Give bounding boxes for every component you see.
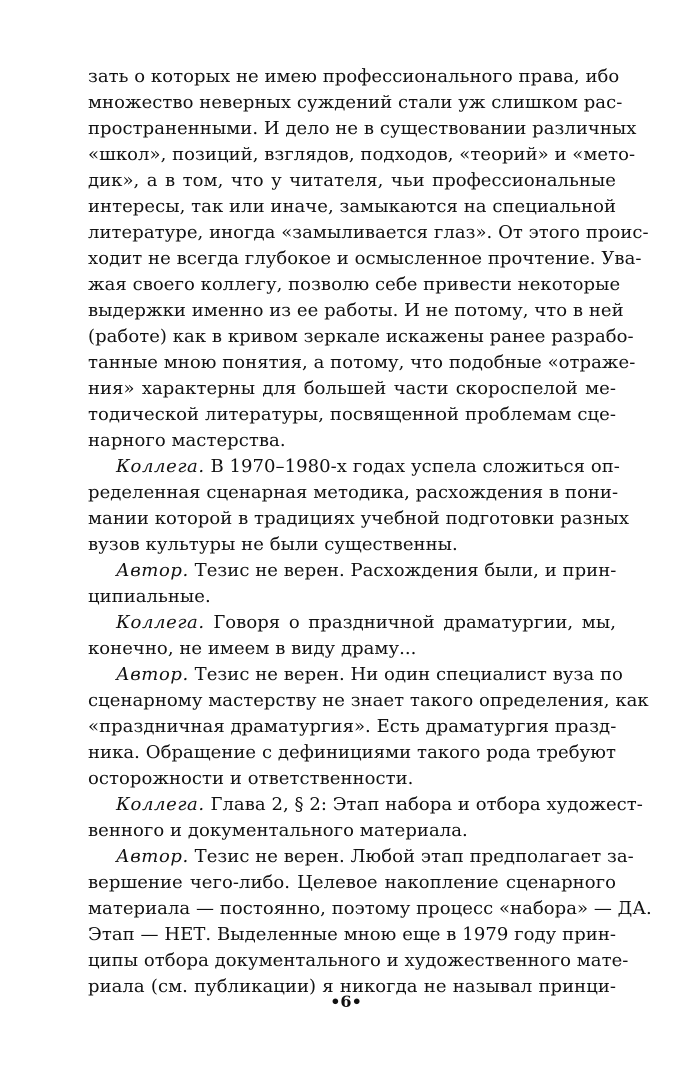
dialogue-text: Тезис не верен. Ни один специалист вуза по (194, 664, 623, 685)
text-line: ципиальные. (88, 586, 211, 607)
speaker-label: Коллега. (116, 612, 205, 633)
text-line: жая своего коллегу, позволю себе привести некоторые (88, 274, 621, 295)
text-line: вузов культуры не были существенны. (88, 534, 458, 555)
dialogue-text: Тезис не верен. Расхождения были, и прин- (194, 560, 617, 581)
dialogue-line (88, 792, 643, 818)
text-line: ния» характерны для большей части скороспелой ме- (88, 378, 616, 399)
text-line: нарного мастерства. (88, 430, 286, 451)
text-line: конечно, не имеем в виду драму... (88, 638, 417, 659)
text-line: множество неверных суждений стали уж слишком рас- (88, 92, 623, 113)
text-line: риала (см. публикации) я никогда не называл принци- (88, 976, 616, 997)
speaker-label: Автор. (116, 846, 189, 867)
dialogue-line (88, 558, 616, 584)
text-line: пространенными. И дело не в существовании различных (88, 118, 637, 139)
book-page (88, 64, 652, 1064)
text-line: выдержки именно из ее работы. И не потому, что в ней (88, 300, 624, 321)
speaker-label: Автор. (116, 664, 189, 685)
text-line: мании которой в традициях учебной подготовки разных (88, 508, 630, 529)
text-line: венного и документального материала. (88, 820, 468, 841)
text-line: тодической литературы, посвященной проблемам сце- (88, 404, 616, 425)
text-line: ципы отбора документального и художественного мате- (88, 950, 629, 971)
text-line: ходит не всегда глубокое и осмысленное прочтение. Ува- (88, 248, 642, 269)
dialogue-text: Глава 2, § 2: Этап набора и отбора художест- (210, 794, 643, 815)
text-line: «праздничная драматургия». Есть драматургия празд- (88, 716, 617, 737)
page-number: •6• (330, 992, 362, 1011)
dialogue-text: В 1970–1980-х годах успела сложиться оп- (210, 456, 620, 477)
speaker-label: Коллега. (116, 456, 205, 477)
text-line: (работе) как в кривом зеркале искажены ранее разрабо- (88, 326, 634, 347)
text-line: ника. Обращение с дефинициями такого рода требуют (88, 742, 616, 763)
text-line: дик», а в том, что у читателя, чьи профессиональные (88, 170, 616, 191)
dialogue-line (88, 662, 623, 688)
text-line: осторожности и ответственности. (88, 768, 414, 789)
speaker-label: Автор. (116, 560, 189, 581)
speaker-label: Коллега. (116, 794, 205, 815)
dialogue-text: Говоря о праздничной драматургии, мы, (213, 612, 617, 633)
dialogue-line (88, 844, 634, 870)
text-line: Этап — НЕТ. Выделенные мною еще в 1979 году прин- (88, 924, 616, 945)
dialogue-line (88, 454, 620, 480)
text-line: танные мною понятия, а потому, что подобные «отраже- (88, 352, 636, 373)
text-line: сценарному мастерству не знает такого определения, как (88, 690, 649, 711)
text-line: «школ», позиций, взглядов, подходов, «теорий» и «мето- (88, 144, 636, 165)
text-line: литературе, иногда «замыливается глаз». От этого проис- (88, 222, 649, 243)
dialogue-line (88, 610, 616, 636)
dialogue-text: Тезис не верен. Любой этап предполагает за- (194, 846, 634, 867)
text-line: интересы, так или иначе, замыкаются на специальной (88, 196, 616, 217)
text-line: материала — постоянно, поэтому процесс «набора» — ДА. (88, 898, 652, 919)
text-line: зать о которых не имею профессионального права, ибо (88, 66, 620, 87)
text-line: ределенная сценарная методика, расхождения в пони- (88, 482, 619, 503)
text-line: вершение чего-либо. Целевое накопление сценарного (88, 872, 616, 893)
